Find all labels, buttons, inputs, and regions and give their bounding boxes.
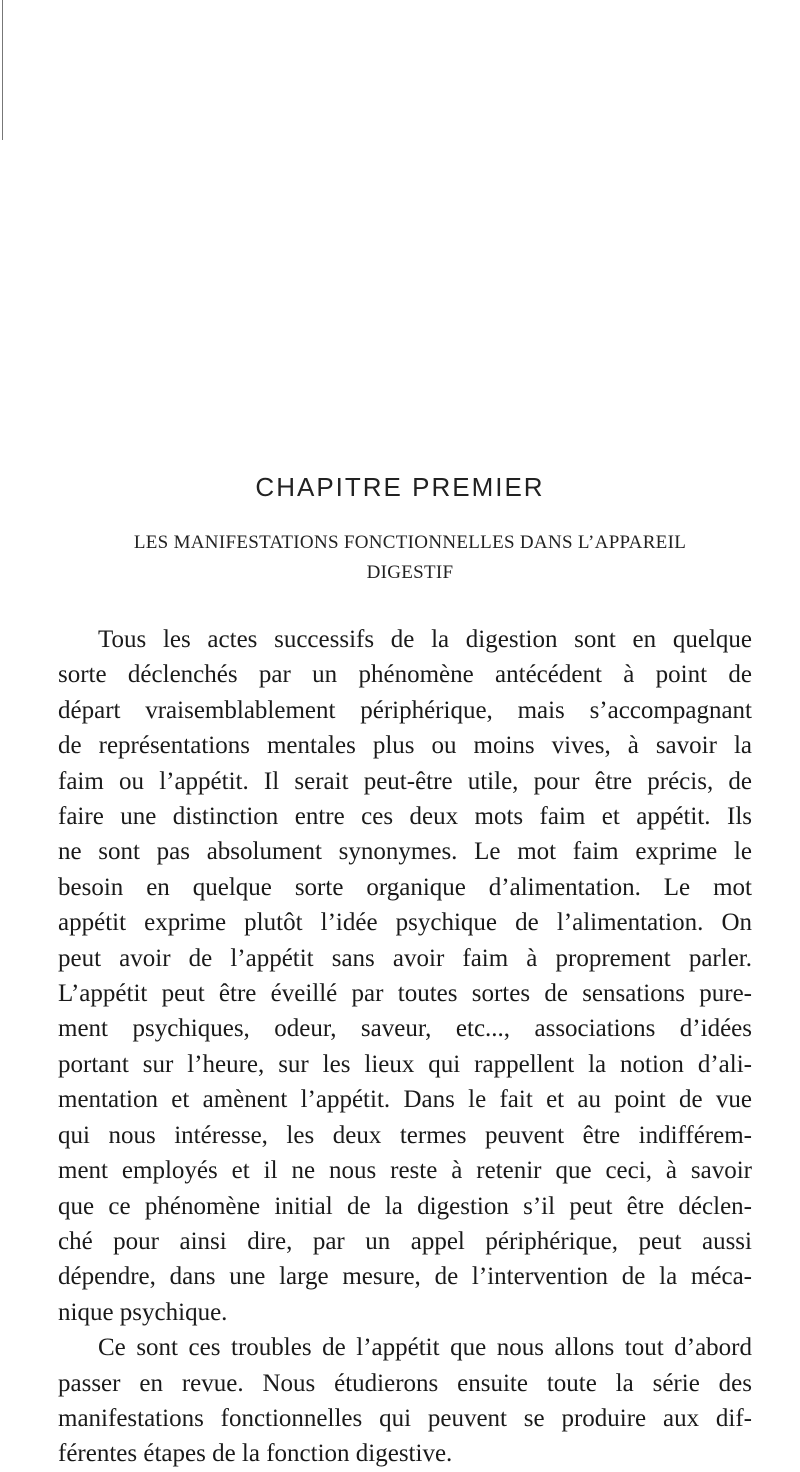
page-edge-line: [2, 0, 3, 140]
section-title: [90, 528, 730, 588]
text-line: ché pour ainsi dire, par un appel périphérique, peut aussi: [58, 1227, 752, 1255]
text-line: portant sur l’heure, sur les lieux qui rappellent la notion d’ali-: [58, 1050, 752, 1078]
text-line: sorte déclenchés par un phénomène antécédent à point de: [58, 661, 752, 689]
text-line: mentation et amènent l’appétit. Dans le fait et au point de vue: [58, 1086, 752, 1114]
section-title-line: DIGESTIF: [366, 562, 454, 583]
text-line: ment psychiques, odeur, saveur, etc..., associations d’idées: [58, 1015, 752, 1043]
text-line: nique psychique.: [58, 1298, 228, 1326]
text-line: passer en revue. Nous étudierons ensuite toute la série des: [58, 1369, 752, 1397]
body-text: [58, 622, 752, 1472]
text-line: ment employés et il ne nous reste à retenir que ceci, à savoir: [58, 1157, 752, 1185]
text-line: manifestations fonctionnelles qui peuvent se produire aux dif-: [58, 1404, 752, 1432]
text-line: qui nous intéresse, les deux termes peuvent être indifférem-: [58, 1121, 752, 1149]
text-line: dépendre, dans une large mesure, de l’intervention de la méca-: [58, 1263, 752, 1291]
section-title-line: LES MANIFESTATIONS FONCTIONNELLES DANS L’APPAREIL: [133, 532, 687, 553]
text-line: besoin en quelque sorte organique d’alimentation. Le mot: [58, 873, 752, 901]
chapter-title: CHAPITRE PREMIER: [255, 472, 545, 502]
text-line: ne sont pas absolument synonymes. Le mot faim exprime le: [58, 838, 752, 866]
text-line: Tous les actes successifs de la digestion sont en quelque: [98, 626, 752, 653]
text-line: appétit exprime plutôt l’idée psychique de l’alimentation. On: [58, 909, 752, 937]
paragraph: [58, 1330, 752, 1472]
text-line: faim ou l’appétit. Il serait peut-être utile, pour être précis, de: [58, 767, 752, 795]
text-line: départ vraisemblablement périphérique, mais s’accompagnant: [58, 696, 752, 724]
text-line: que ce phénomène initial de la digestion s’il peut être déclen-: [58, 1192, 752, 1220]
text-line: férentes étapes de la fonction digestive.: [58, 1440, 453, 1468]
paragraph: [58, 622, 752, 1330]
text-line: peut avoir de l’appétit sans avoir faim à proprement parler.: [58, 944, 752, 972]
text-line: de représentations mentales plus ou moins vives, à savoir la: [58, 732, 752, 760]
text-line: faire une distinction entre ces deux mots faim et appétit. Ils: [58, 803, 752, 831]
text-line: L’appétit peut être éveillé par toutes sortes de sensations pure-: [58, 980, 752, 1008]
text-line: Ce sont ces troubles de l’appétit que nous allons tout d’abord: [98, 1334, 752, 1362]
